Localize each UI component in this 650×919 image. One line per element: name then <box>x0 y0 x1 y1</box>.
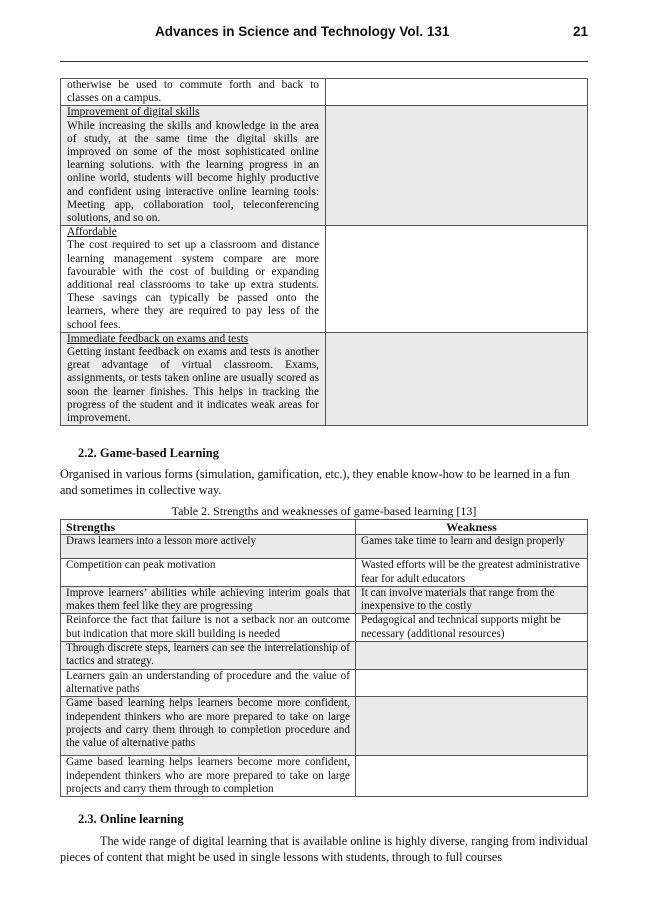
table-cell <box>61 79 326 106</box>
table-cell: Competition can peak motivation <box>61 559 356 587</box>
table-cell: It can involve materials that range from the inexpensive to the costly <box>356 586 588 614</box>
cell-text: otherwise be used to commute forth and back to classes on a campus. <box>67 79 319 105</box>
header-rule <box>60 61 588 62</box>
cell-text: While increasing the skills and knowledge in the area of study, at the same time the digital skills are improved on some of the most sophisticated online learning solutions. with the learning progress in an online world, students will become highly productive and confident using interactive online learning tools: Meeting app, collaboration tool, teleconferencing solutions, and so on. <box>67 119 319 225</box>
table-row <box>61 642 588 670</box>
column-header-weakness: Weakness <box>356 520 588 535</box>
table-row <box>61 756 588 797</box>
online-learning-table-continued <box>60 78 588 426</box>
table-cell: Game based learning helps learners become more confident, independent thinkers who are more prepared to take on large projects and carry them through to completion <box>61 756 356 797</box>
table-cell: Games take time to learn and design properly <box>356 535 588 559</box>
running-header <box>60 24 588 44</box>
section-heading-online-learning: 2.3. Online learning <box>78 812 184 826</box>
table-cell: Game based learning helps learners become more confident, independent thinkers who are more prepared to take on large projects and carry them through to completion procedure and the value of alternative paths <box>61 697 356 756</box>
table-cell: Learners gain an understanding of procedure and the value of alternative paths <box>61 669 356 697</box>
table-cell <box>61 332 326 425</box>
table-row <box>61 332 588 425</box>
table-row <box>61 559 588 587</box>
table-cell: Through discrete steps, learners can see the interrelationship of tactics and strategy. <box>61 642 356 670</box>
table-row <box>61 586 588 614</box>
table-cell <box>61 106 326 226</box>
table-cell-empty <box>356 642 588 670</box>
table-cell-empty <box>356 756 588 797</box>
table-row <box>61 535 588 559</box>
cell-heading: Affordable <box>67 226 117 239</box>
table-row <box>61 669 588 697</box>
table-cell <box>61 226 326 333</box>
column-header-strengths: Strengths <box>61 520 356 535</box>
cell-text: Getting instant feedback on exams and tests is another great advantage of virtual classroom. Exams, assignments, or tests taken online are usually scored as soon the learner finishes. This helps in tracking the progress of the student and it indicates weak areas for improvement. <box>67 346 319 425</box>
table-cell-empty <box>356 669 588 697</box>
table-row <box>61 79 588 106</box>
table-row <box>61 614 588 642</box>
table-cell: Reinforce the fact that failure is not a setback nor an outcome but indication that more skill building is needed <box>61 614 356 642</box>
cell-heading: Immediate feedback on exams and tests <box>67 332 249 345</box>
table-header-row <box>61 520 588 535</box>
table-cell: Draws learners into a lesson more actively <box>61 535 356 559</box>
table-cell: Pedagogical and technical supports might be necessary (additional resources) <box>356 614 588 642</box>
section-paragraph: Organised in various forms (simulation, gamification, etc.), they enable know-how to be learned in a fun and sometimes in collective way. <box>60 467 570 497</box>
table-cell: Improve learners’ abilities while achieving interim goals that makes them feel like they are progressing <box>61 586 356 614</box>
page-number: 21 <box>572 24 588 39</box>
section-heading-game-based: 2.2. Game-based Learning <box>78 446 219 460</box>
table-cell-empty <box>326 106 588 226</box>
table-cell-empty <box>326 332 588 425</box>
table-caption: Table 2. Strengths and weaknesses of game-based learning [13] <box>171 504 477 518</box>
table-row <box>61 697 588 756</box>
table-row <box>61 106 588 226</box>
journal-title: Advances in Science and Technology Vol. 131 <box>155 24 450 39</box>
cell-heading: Improvement of digital skills <box>67 106 200 119</box>
cell-text: The cost required to set up a classroom and distance learning management system compare are more favourable with the cost of building or expanding additional real classrooms to take up extra students. These savings can typically be passed onto the learners, where they are required to pay less of the school fees. <box>67 239 319 331</box>
table-cell-empty <box>356 697 588 756</box>
table-cell-empty <box>326 79 588 106</box>
table-cell-empty <box>326 226 588 333</box>
table-cell: Wasted efforts will be the greatest administrative fear for adult educators <box>356 559 588 587</box>
game-based-learning-table <box>60 519 588 797</box>
section-paragraph: The wide range of digital learning that is available online is highly diverse, ranging from individual pieces of content that might be used in single lessons with students, through to full courses <box>60 834 588 864</box>
table-row <box>61 226 588 333</box>
